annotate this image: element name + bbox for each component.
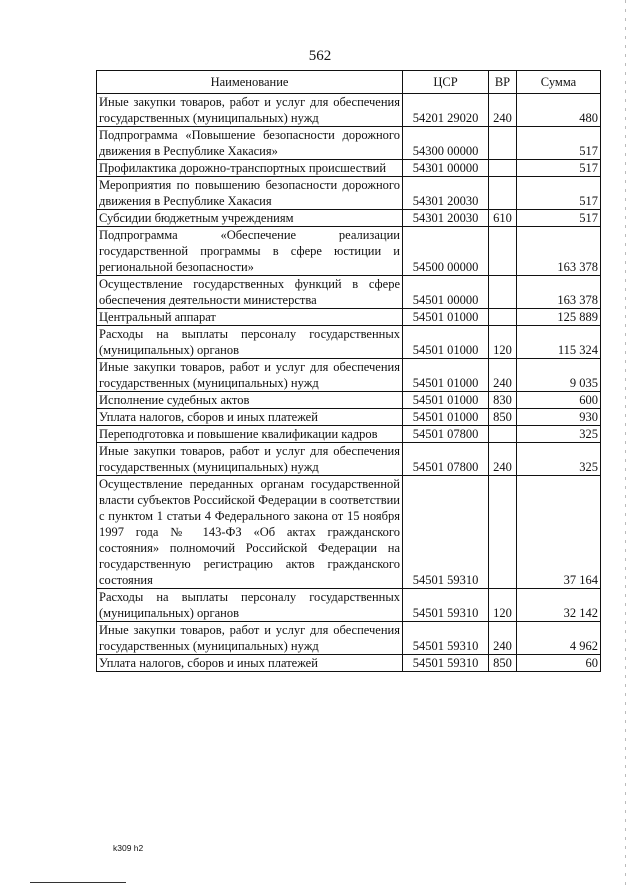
- row-vr: [489, 476, 517, 589]
- table-row: [97, 94, 601, 127]
- row-vr: 850: [489, 409, 517, 426]
- row-csr: 54301 20030: [403, 210, 489, 227]
- row-csr: 54501 07800: [403, 426, 489, 443]
- table-row: [97, 392, 601, 409]
- table-row: [97, 589, 601, 622]
- header-row: [97, 71, 601, 94]
- header-sum: Сумма: [517, 71, 601, 94]
- row-name: Субсидии бюджетным учреждениям: [97, 210, 403, 227]
- row-csr: 54300 00000: [403, 127, 489, 160]
- row-csr: 54501 01000: [403, 309, 489, 326]
- row-csr: 54301 00000: [403, 160, 489, 177]
- row-vr: [489, 160, 517, 177]
- row-csr: 54501 59310: [403, 476, 489, 589]
- row-sum: 125 889: [517, 309, 601, 326]
- table-row: [97, 409, 601, 426]
- row-name: Уплата налогов, сборов и иных платежей: [97, 409, 403, 426]
- row-vr: [489, 309, 517, 326]
- row-name: Иные закупки товаров, работ и услуг для обеспечения государственных (муниципальных) нужд: [97, 94, 403, 127]
- row-csr: 54501 00000: [403, 276, 489, 309]
- row-vr: [489, 127, 517, 160]
- row-vr: [489, 276, 517, 309]
- row-csr: 54500 00000: [403, 227, 489, 276]
- row-vr: 610: [489, 210, 517, 227]
- row-csr: 54501 01000: [403, 326, 489, 359]
- page-number: 562: [308, 48, 332, 64]
- header-name: Наименование: [97, 71, 403, 94]
- row-csr: 54301 20030: [403, 177, 489, 210]
- row-name: Переподготовка и повышение квалификации кадров: [97, 426, 403, 443]
- table-row: [97, 326, 601, 359]
- table-row: [97, 309, 601, 326]
- row-sum: 60: [517, 655, 601, 672]
- table-row: [97, 443, 601, 476]
- row-csr: 54201 29020: [403, 94, 489, 127]
- row-name: Осуществление переданных органам государственной власти субъектов Российской Федерации в соответствии с пунктом 1 статьи 4 Федерального закона от 15 ноября 1997 года № 143-ФЗ «Об актах гражданского состояния» полномочий Российской Федерации на государственную регистрацию актов гражданского состояния: [97, 476, 403, 589]
- footer-divider: [30, 882, 126, 883]
- table-row: [97, 160, 601, 177]
- row-sum: 325: [517, 426, 601, 443]
- row-sum: 325: [517, 443, 601, 476]
- row-name: Осуществление государственных функций в сфере обеспечения деятельности министерства: [97, 276, 403, 309]
- table-row: [97, 359, 601, 392]
- row-vr: 240: [489, 622, 517, 655]
- row-vr: 240: [489, 94, 517, 127]
- table-header: [97, 71, 601, 94]
- row-csr: 54501 01000: [403, 359, 489, 392]
- row-sum: 32 142: [517, 589, 601, 622]
- row-sum: 115 324: [517, 326, 601, 359]
- row-name: Уплата налогов, сборов и иных платежей: [97, 655, 403, 672]
- row-name: Иные закупки товаров, работ и услуг для обеспечения государственных (муниципальных) нужд: [97, 622, 403, 655]
- table-row: [97, 622, 601, 655]
- row-vr: 830: [489, 392, 517, 409]
- row-vr: 850: [489, 655, 517, 672]
- table-row: [97, 276, 601, 309]
- table-row: [97, 127, 601, 160]
- budget-table: [96, 70, 601, 672]
- row-csr: 54501 59310: [403, 589, 489, 622]
- row-csr: 54501 07800: [403, 443, 489, 476]
- footer-code: k309 h2: [113, 843, 144, 853]
- row-name: Исполнение судебных актов: [97, 392, 403, 409]
- row-csr: 54501 59310: [403, 622, 489, 655]
- table-row: [97, 177, 601, 210]
- row-vr: 240: [489, 359, 517, 392]
- row-name: Профилактика дорожно-транспортных происшествий: [97, 160, 403, 177]
- row-vr: 240: [489, 443, 517, 476]
- row-name: Расходы на выплаты персоналу государственных (муниципальных) органов: [97, 326, 403, 359]
- row-sum: 600: [517, 392, 601, 409]
- row-sum: 163 378: [517, 276, 601, 309]
- table-row: [97, 227, 601, 276]
- header-csr: ЦСР: [403, 71, 489, 94]
- row-name: Иные закупки товаров, работ и услуг для обеспечения государственных (муниципальных) нужд: [97, 359, 403, 392]
- row-csr: 54501 01000: [403, 392, 489, 409]
- table-row: [97, 476, 601, 589]
- row-sum: 480: [517, 94, 601, 127]
- row-csr: 54501 59310: [403, 655, 489, 672]
- row-sum: 517: [517, 210, 601, 227]
- row-sum: 930: [517, 409, 601, 426]
- row-vr: [489, 177, 517, 210]
- table-row: [97, 655, 601, 672]
- row-name: Иные закупки товаров, работ и услуг для обеспечения государственных (муниципальных) нужд: [97, 443, 403, 476]
- row-name: Мероприятия по повышению безопасности дорожного движения в Республике Хакасия: [97, 177, 403, 210]
- scan-edge-mark: [625, 0, 626, 888]
- row-sum: 517: [517, 160, 601, 177]
- table-row: [97, 426, 601, 443]
- row-name: Расходы на выплаты персоналу государственных (муниципальных) органов: [97, 589, 403, 622]
- row-sum: 37 164: [517, 476, 601, 589]
- row-sum: 517: [517, 177, 601, 210]
- row-name: Подпрограмма «Повышение безопасности дорожного движения в Республике Хакасия»: [97, 127, 403, 160]
- row-sum: 163 378: [517, 227, 601, 276]
- row-vr: 120: [489, 326, 517, 359]
- row-vr: 120: [489, 589, 517, 622]
- row-sum: 517: [517, 127, 601, 160]
- row-name: Подпрограмма «Обеспечение реализации государственной программы в сфере юстиции и региональной безопасности»: [97, 227, 403, 276]
- header-vr: ВР: [489, 71, 517, 94]
- row-vr: [489, 426, 517, 443]
- table-row: [97, 210, 601, 227]
- table-body: [97, 94, 601, 672]
- row-vr: [489, 227, 517, 276]
- row-name: Центральный аппарат: [97, 309, 403, 326]
- row-sum: 4 962: [517, 622, 601, 655]
- row-sum: 9 035: [517, 359, 601, 392]
- row-csr: 54501 01000: [403, 409, 489, 426]
